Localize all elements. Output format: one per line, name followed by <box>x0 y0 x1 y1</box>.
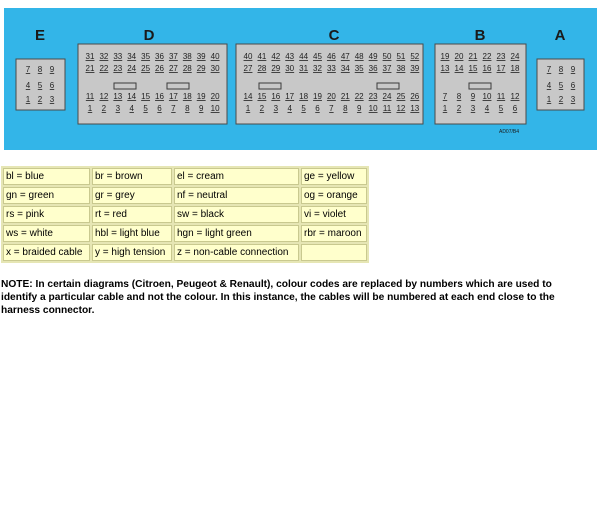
legend-cell: hgn = light green <box>174 225 299 242</box>
pin-number-b: 14 <box>454 64 464 73</box>
pin-number-c: 28 <box>257 64 267 73</box>
connector-letter-a: A <box>554 27 566 44</box>
pin-number-b: 3 <box>470 104 476 113</box>
legend-cell: rt = red <box>92 206 172 223</box>
pin-number-d: 36 <box>155 52 164 61</box>
pin-number-c: 27 <box>243 64 253 73</box>
pin-number-b: 15 <box>468 64 478 73</box>
pin-number-a: 6 <box>570 81 576 90</box>
pin-number-c: 11 <box>382 104 392 113</box>
pin-number-d: 28 <box>182 64 192 73</box>
pin-number-c: 20 <box>326 92 336 101</box>
pin-number-c: 9 <box>356 104 362 113</box>
pin-number-b: 1 <box>442 104 448 113</box>
pin-number-c: 6 <box>315 104 320 113</box>
pin-number-b: 18 <box>510 64 520 73</box>
pin-number-c: 21 <box>340 92 350 101</box>
pin-number-c: 49 <box>368 52 378 61</box>
pin-number-c: 3 <box>273 104 279 113</box>
pin-number-c: 46 <box>326 52 336 61</box>
pin-number-d: 25 <box>141 64 151 73</box>
pin-number-d: 34 <box>127 52 137 61</box>
pin-number-a: 1 <box>546 95 552 104</box>
pin-number-b: 13 <box>440 64 450 73</box>
pin-number-c: 39 <box>410 64 420 73</box>
legend-cell: hbl = light blue <box>92 225 172 242</box>
pin-number-c: 22 <box>354 92 364 101</box>
pin-number-c: 52 <box>410 52 420 61</box>
pin-number-e: 3 <box>49 95 55 104</box>
pin-number-c: 33 <box>326 64 336 73</box>
legend-row <box>3 225 367 242</box>
pin-number-d: 40 <box>210 52 220 61</box>
pin-number-c: 25 <box>396 92 406 101</box>
legend-cell <box>301 244 367 261</box>
pin-number-c: 15 <box>257 92 267 101</box>
pin-number-d: 31 <box>85 52 95 61</box>
pin-number-c: 13 <box>410 104 420 113</box>
pin-number-a: 3 <box>570 95 576 104</box>
legend-cell: ge = yellow <box>301 168 367 185</box>
pin-number-d: 32 <box>99 52 109 61</box>
pin-number-e: 1 <box>25 95 31 104</box>
pin-number-c: 10 <box>368 104 378 113</box>
pin-number-b: 12 <box>510 92 520 101</box>
pin-number-b: 22 <box>482 52 492 61</box>
legend-cell: gn = green <box>3 187 90 204</box>
pin-number-c: 12 <box>396 104 406 113</box>
pin-number-e: 9 <box>49 65 55 74</box>
pin-number-d: 24 <box>127 64 137 73</box>
pin-number-d: 26 <box>155 64 164 73</box>
pin-number-d: 23 <box>113 64 123 73</box>
pin-number-c: 44 <box>299 52 309 61</box>
pin-number-c: 17 <box>285 92 295 101</box>
pin-number-d: 21 <box>85 64 95 73</box>
pin-number-b: 2 <box>456 104 462 113</box>
pin-number-c: 30 <box>285 64 295 73</box>
pin-number-a: 9 <box>570 65 576 74</box>
pin-number-c: 43 <box>285 52 295 61</box>
pin-number-d: 39 <box>196 52 206 61</box>
legend-row <box>3 206 367 223</box>
pin-number-b: 7 <box>442 92 448 101</box>
pin-number-e: 5 <box>37 81 43 90</box>
pin-number-c: 32 <box>313 64 322 73</box>
pin-number-c: 48 <box>354 52 364 61</box>
legend-cell: rs = pink <box>3 206 90 223</box>
pin-number-a: 8 <box>558 65 564 74</box>
pin-number-d: 9 <box>198 104 204 113</box>
pin-number-d: 35 <box>141 52 151 61</box>
legend-row <box>3 168 367 185</box>
pin-number-c: 1 <box>245 104 251 113</box>
pin-number-c: 16 <box>271 92 281 101</box>
pin-number-d: 11 <box>85 92 95 101</box>
pin-number-b: 8 <box>456 92 462 101</box>
pin-number-d: 18 <box>182 92 192 101</box>
pin-number-d: 17 <box>168 92 178 101</box>
pin-number-c: 42 <box>271 52 281 61</box>
pin-number-e: 2 <box>37 95 43 104</box>
pin-number-d: 16 <box>155 92 164 101</box>
pin-number-c: 45 <box>313 52 322 61</box>
pin-number-c: 4 <box>287 104 292 113</box>
pin-number-d: 6 <box>157 104 162 113</box>
pin-number-c: 8 <box>343 104 348 113</box>
pin-number-d: 4 <box>129 104 134 113</box>
pin-number-e: 8 <box>37 65 43 74</box>
pin-number-d: 29 <box>196 64 206 73</box>
legend-cell: og = orange <box>301 187 367 204</box>
pin-number-d: 5 <box>143 104 148 113</box>
pin-number-b: 16 <box>482 64 492 73</box>
pin-number-c: 50 <box>382 52 392 61</box>
pin-number-a: 7 <box>546 65 552 74</box>
pin-number-b: 17 <box>496 64 506 73</box>
pin-number-b: 19 <box>440 52 450 61</box>
legend-cell: sw = black <box>174 206 299 223</box>
pin-number-c: 35 <box>354 64 364 73</box>
legend-cell: nf = neutral <box>174 187 299 204</box>
pin-number-d: 19 <box>196 92 206 101</box>
pin-number-b: 5 <box>498 104 504 113</box>
legend-cell: vi = violet <box>301 206 367 223</box>
pin-number-e: 6 <box>49 81 55 90</box>
pin-number-b: 6 <box>512 104 518 113</box>
pin-number-d: 7 <box>171 104 176 113</box>
legend-cell: rbr = maroon <box>301 225 367 242</box>
pin-number-d: 13 <box>113 92 123 101</box>
pin-number-c: 24 <box>382 92 392 101</box>
legend-cell: y = high tension <box>92 244 172 261</box>
pin-number-d: 30 <box>210 64 220 73</box>
pin-number-b: 21 <box>468 52 478 61</box>
pin-number-a: 2 <box>558 95 564 104</box>
pin-number-e: 4 <box>25 81 31 90</box>
legend-cell: x = braided cable <box>3 244 90 261</box>
pin-number-c: 23 <box>368 92 378 101</box>
pin-number-c: 29 <box>271 64 281 73</box>
pin-number-c: 5 <box>301 104 306 113</box>
pin-number-d: 38 <box>182 52 192 61</box>
pin-number-c: 14 <box>243 92 253 101</box>
cable-numbering-note: NOTE: In certain diagrams (Citroen, Peugeot & Renault), colour codes are replaced by numbers which are used to identify a particular cable and not the colour. In this instance, the cables will be numbered at each end close to the harness connector. <box>1 279 555 316</box>
connector-pinout-diagram <box>4 8 597 150</box>
pin-number-c: 7 <box>329 104 334 113</box>
pin-number-c: 18 <box>299 92 309 101</box>
pin-number-c: 2 <box>259 104 265 113</box>
pin-number-c: 37 <box>382 64 392 73</box>
pin-number-d: 12 <box>99 92 109 101</box>
pin-number-c: 26 <box>410 92 420 101</box>
pin-number-b: 20 <box>454 52 464 61</box>
pin-number-a: 5 <box>558 81 564 90</box>
pin-number-d: 27 <box>168 64 178 73</box>
pin-number-d: 14 <box>127 92 137 101</box>
pin-number-d: 22 <box>99 64 109 73</box>
legend-cell: ws = white <box>3 225 90 242</box>
legend-row <box>3 244 367 261</box>
connector-letter-c: C <box>328 27 340 44</box>
pin-number-b: 10 <box>482 92 492 101</box>
pin-number-c: 31 <box>299 64 309 73</box>
pin-number-b: 11 <box>496 92 506 101</box>
connector-letter-d: D <box>143 27 155 44</box>
legend-cell: gr = grey <box>92 187 172 204</box>
pin-number-c: 41 <box>257 52 267 61</box>
pin-number-d: 15 <box>141 92 151 101</box>
legend-cell: bl = blue <box>3 168 90 185</box>
pin-number-d: 2 <box>101 104 107 113</box>
pin-number-c: 36 <box>368 64 378 73</box>
pin-number-a: 4 <box>546 81 552 90</box>
pin-number-e: 7 <box>25 65 31 74</box>
legend-cell: el = cream <box>174 168 299 185</box>
pin-number-d: 1 <box>87 104 93 113</box>
pin-number-b: 24 <box>510 52 520 61</box>
pin-number-b: 9 <box>470 92 476 101</box>
pin-number-c: 51 <box>396 52 406 61</box>
pin-number-c: 38 <box>396 64 406 73</box>
pin-number-d: 10 <box>210 104 220 113</box>
legend-cell: z = non-cable connection <box>174 244 299 261</box>
pin-number-b: 4 <box>484 104 490 113</box>
pin-number-d: 33 <box>113 52 123 61</box>
connector-letter-e: E <box>34 27 46 44</box>
pin-number-d: 20 <box>210 92 220 101</box>
pin-number-b: 23 <box>496 52 506 61</box>
pin-number-d: 37 <box>168 52 178 61</box>
pin-number-d: 8 <box>185 104 190 113</box>
colour-code-legend <box>1 166 369 263</box>
pin-number-c: 34 <box>340 64 350 73</box>
legend-row <box>3 187 367 204</box>
connector-letter-b: B <box>474 27 486 44</box>
diagram-code: AD07/B4 <box>498 129 520 135</box>
legend-cell: br = brown <box>92 168 172 185</box>
pin-number-c: 19 <box>313 92 322 101</box>
pin-number-c: 47 <box>340 52 350 61</box>
pin-number-d: 3 <box>115 104 121 113</box>
pin-number-c: 40 <box>243 52 253 61</box>
